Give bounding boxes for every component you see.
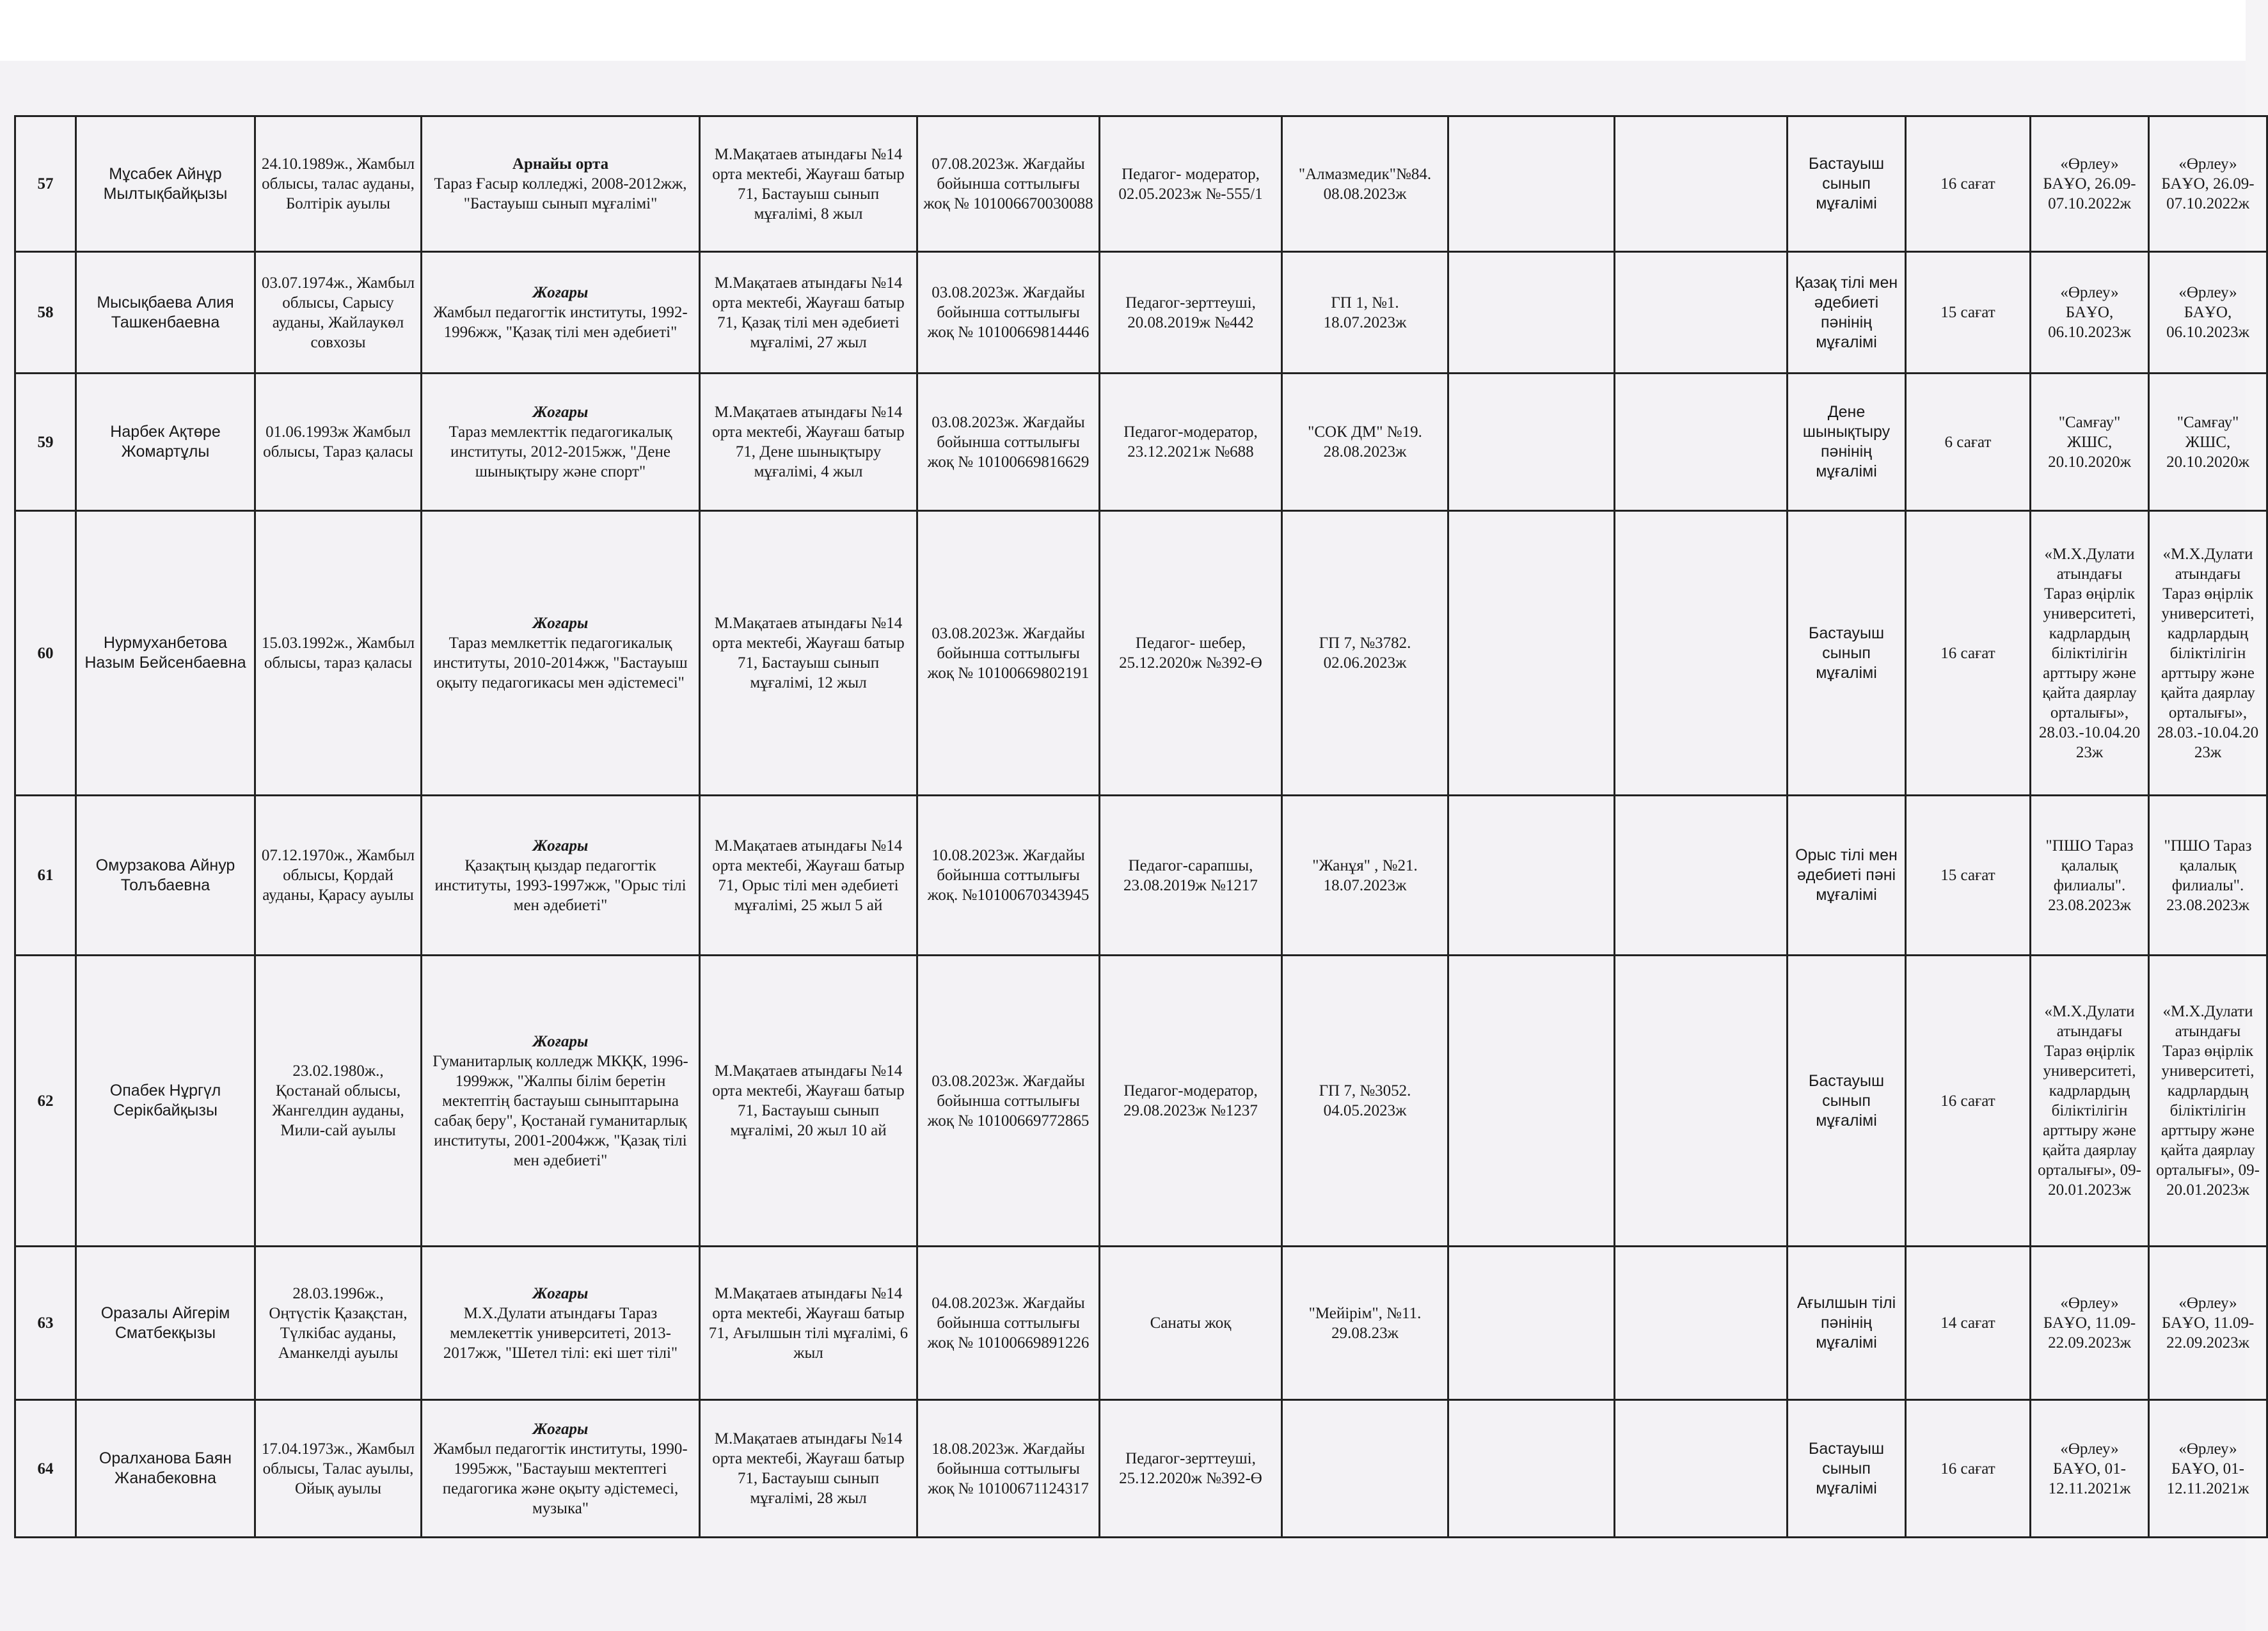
document-page <box>0 61 2260 1631</box>
position: Бастауыш сынып мұғалімі <box>1788 1400 1906 1538</box>
medical-certificate: ГП 1, №1. 18.07.2023ж <box>1282 252 1448 374</box>
criminal-record-certificate: 10.08.2023ж. Жағдайы бойынша соттылығы жоқ. №10100670343945 <box>917 796 1100 956</box>
qualification-category: Педагог-модератор, 23.12.2021ж №688 <box>1100 374 1282 511</box>
workplace: М.Мақатаев атындағы №14 орта мектебі, Жауғаш батыр 71, Орыс тілі мен әдебиеті мұғалімі, 25 жыл 5 ай <box>700 796 917 956</box>
row-number: 63 <box>15 1247 76 1400</box>
criminal-record-certificate: 03.08.2023ж. Жағдайы бойынша соттылығы жоқ № 10100669814446 <box>917 252 1100 374</box>
position: Қазақ тілі мен әдебиеті пәнінің мұғалімі <box>1788 252 1906 374</box>
workplace: М.Мақатаев атындағы №14 орта мектебі, Жауғаш батыр 71, Қазақ тілі мен әдебиеті мұғалімі, 27 жыл <box>700 252 917 374</box>
qualification-category: Педагог-модератор, 29.08.2023ж №1237 <box>1100 956 1282 1247</box>
education-level: Жоғары <box>532 615 589 632</box>
workplace: М.Мақатаев атындағы №14 орта мектебі, Жауғаш батыр 71, Бастауыш сынып мұғалімі, 20 жыл 10 ай <box>700 956 917 1247</box>
birth-info: 15.03.1992ж., Жамбыл облысы, тараз қаласы <box>255 511 422 796</box>
course-training-2: «Өрлеу» БАҰО, 26.09-07.10.2022ж <box>2149 116 2267 252</box>
teacher-name: Нурмуханбетова Назым Бейсенбаевна <box>76 511 255 796</box>
birth-info: 24.10.1989ж., Жамбыл облысы, талас ауданы, Болтірік ауылы <box>255 116 422 252</box>
teacher-name: Омурзакова Айнур Толъбаевна <box>76 796 255 956</box>
table-row <box>15 796 2267 956</box>
education-detail: Гуманитарлық колледж МКҚК, 1996-1999жж, "Жалпы білім беретін мектептің бастауыш сыныптарына сабақ беру", Қостанай гуманитарлық институты, 2001-2004жж, "Қазақ тілі мен әдебиеті" <box>432 1052 688 1169</box>
position: Бастауыш сынып мұғалімі <box>1788 511 1906 796</box>
empty-cell <box>1448 1247 1615 1400</box>
education-cell <box>422 956 700 1247</box>
birth-info: 23.02.1980ж., Қостанай облысы, Жангелдин ауданы, Мили-сай ауылы <box>255 956 422 1247</box>
education-cell <box>422 116 700 252</box>
row-number: 60 <box>15 511 76 796</box>
table-row <box>15 252 2267 374</box>
criminal-record-certificate: 03.08.2023ж. Жағдайы бойынша соттылығы жоқ № 10100669802191 <box>917 511 1100 796</box>
course-training-2: «Өрлеу» БАҰО, 06.10.2023ж <box>2149 252 2267 374</box>
education-detail: М.Х.Дулати атындағы Тараз мемлекеттік университеті, 2013-2017жж, "Шетел тілі: екі шет тілі" <box>443 1304 678 1362</box>
table-body <box>15 116 2267 1538</box>
row-number: 62 <box>15 956 76 1247</box>
teaching-hours: 6 сағат <box>1906 374 2031 511</box>
row-number: 57 <box>15 116 76 252</box>
teacher-name: Мұсабек Айнұр Мылтықбайқызы <box>76 116 255 252</box>
empty-cell <box>1448 116 1615 252</box>
education-cell <box>422 252 700 374</box>
position: Дене шынықтыру пәнінің мұғалімі <box>1788 374 1906 511</box>
position: Ағылшын тілі пәнінің мұғалімі <box>1788 1247 1906 1400</box>
education-level: Жоғары <box>532 284 589 301</box>
qualification-category: Санаты жоқ <box>1100 1247 1282 1400</box>
course-training-1: "ПШО Тараз қалалық филиалы". 23.08.2023ж <box>2031 796 2149 956</box>
teacher-name: Оразалы Айгерім Сматбекқызы <box>76 1247 255 1400</box>
empty-cell <box>1448 1400 1615 1538</box>
position: Бастауыш сынып мұғалімі <box>1788 116 1906 252</box>
course-training-2: «Өрлеу» БАҰО, 01-12.11.2021ж <box>2149 1400 2267 1538</box>
education-cell <box>422 374 700 511</box>
birth-info: 01.06.1993ж Жамбыл облысы, Тараз қаласы <box>255 374 422 511</box>
medical-certificate <box>1282 1400 1448 1538</box>
criminal-record-certificate: 07.08.2023ж. Жағдайы бойынша соттылығы жоқ № 10100667003008​8 <box>917 116 1100 252</box>
birth-info: 03.07.1974ж., Жамбыл облысы, Сарысу ауданы, Жайлаукөл совхозы <box>255 252 422 374</box>
teaching-hours: 16 сағат <box>1906 116 2031 252</box>
teaching-hours: 15 сағат <box>1906 252 2031 374</box>
qualification-category: Педагог- модератор, 02.05.2023ж №-555/1 <box>1100 116 1282 252</box>
course-training-2: «Өрлеу» БАҰО, 11.09-22.09.2023ж <box>2149 1247 2267 1400</box>
education-cell <box>422 796 700 956</box>
course-training-1: «Өрлеу» БАҰО, 26.09-07.10.2022ж <box>2031 116 2149 252</box>
empty-cell <box>1615 374 1788 511</box>
education-level: Жоғары <box>532 837 589 855</box>
education-cell <box>422 1400 700 1538</box>
empty-cell <box>1615 956 1788 1247</box>
education-detail: Тараз мемлкеттік педагогикалық институты, 2010-2014жж, "Бастауыш оқыту педагогикасы мен әдістемесі" <box>433 634 688 691</box>
medical-certificate: "Алмазмедик"№84. 08.08.2023ж <box>1282 116 1448 252</box>
course-training-1: «М.Х.Дулати атындағы Тараз өңірлік университеті, кадрлардың біліктілігін арттыру және қайта даярлау орталығы», 28.03.-10.04.2023ж <box>2031 511 2149 796</box>
qualification-category: Педагог-сарапшы, 23.08.2019ж №1217 <box>1100 796 1282 956</box>
table-row <box>15 116 2267 252</box>
empty-cell <box>1615 252 1788 374</box>
medical-certificate: ГП 7, №3782. 02.06.2023ж <box>1282 511 1448 796</box>
course-training-2: "ПШО Тараз қалалық филиалы". 23.08.2023ж <box>2149 796 2267 956</box>
education-detail: Жамбыл педагогтік институты, 1992-1996жж, "Қазақ тілі мен әдебиеті" <box>433 304 688 341</box>
row-number: 64 <box>15 1400 76 1538</box>
course-training-2: "Самғау" ЖШС, 20.10.2020ж <box>2149 374 2267 511</box>
teaching-hours: 14 сағат <box>1906 1247 2031 1400</box>
teacher-name: Нарбек Ақтөре Жомартұлы <box>76 374 255 511</box>
staff-register-table <box>14 115 2268 1538</box>
medical-certificate: "Жанұя" , №21. 18.07.2023ж <box>1282 796 1448 956</box>
course-training-1: «М.Х.Дулати атындағы Тараз өңірлік университеті, кадрлардың біліктілігін арттыру және қайта даярлау орталығы», 09-20.01.2023ж <box>2031 956 2149 1247</box>
teaching-hours: 16 сағат <box>1906 956 2031 1247</box>
empty-cell <box>1615 1247 1788 1400</box>
row-number: 59 <box>15 374 76 511</box>
education-level: Жоғары <box>532 1420 589 1438</box>
table-row <box>15 374 2267 511</box>
qualification-category: Педагог-зерттеуші, 20.08.2019ж №442 <box>1100 252 1282 374</box>
education-level: Жоғары <box>532 404 589 421</box>
teacher-name: Мысықбаева Алия Ташкенбаевна <box>76 252 255 374</box>
empty-cell <box>1448 796 1615 956</box>
teacher-name: Опабек Нұргүл Серікбайқызы <box>76 956 255 1247</box>
education-level: Жоғары <box>532 1284 589 1302</box>
birth-info: 17.04.1973ж., Жамбыл облысы, Талас ауылы, Ойық ауылы <box>255 1400 422 1538</box>
criminal-record-certificate: 03.08.2023ж. Жағдайы бойынша соттылығы жоқ № 10100669772865 <box>917 956 1100 1247</box>
scan-margin <box>0 0 2246 61</box>
empty-cell <box>1448 511 1615 796</box>
course-training-1: «Өрлеу» БАҰО, 01-12.11.2021ж <box>2031 1400 2149 1538</box>
workplace: М.Мақатаев атындағы №14 орта мектебі, Жауғаш батыр 71, Бастауыш сынып мұғалімі, 12 жыл <box>700 511 917 796</box>
course-training-1: «Өрлеу» БАҰО, 06.10.2023ж <box>2031 252 2149 374</box>
education-level: Жоғары <box>532 1032 589 1050</box>
table-row <box>15 956 2267 1247</box>
course-training-1: "Самғау" ЖШС, 20.10.2020ж <box>2031 374 2149 511</box>
education-level: Арнайы орта <box>512 155 609 173</box>
education-detail: Қазақтың қыздар педагогтік институты, 1993-1997жж, "Орыс тілі мен әдебиеті" <box>434 856 686 914</box>
empty-cell <box>1448 252 1615 374</box>
teaching-hours: 16 сағат <box>1906 1400 2031 1538</box>
teacher-name: Оралханова Баян Жанабековна <box>76 1400 255 1538</box>
education-detail: Жамбыл педагогтік институты, 1990-1995жж, "Бастауыш мектептегі педагогика және оқыту әдістемесі, музыка" <box>433 1440 688 1517</box>
education-cell <box>422 1247 700 1400</box>
qualification-category: Педагог-зерттеуші, 25.12.2020ж №392-Ө <box>1100 1400 1282 1538</box>
workplace: М.Мақатаев атындағы №14 орта мектебі, Жауғаш батыр 71, Ағылшын тілі мұғалімі, 6 жыл <box>700 1247 917 1400</box>
row-number: 61 <box>15 796 76 956</box>
medical-certificate: "Мейірім", №11. 29.08.23ж <box>1282 1247 1448 1400</box>
table-row <box>15 511 2267 796</box>
table-row <box>15 1247 2267 1400</box>
position: Бастауыш сынып мұғалімі <box>1788 956 1906 1247</box>
empty-cell <box>1615 796 1788 956</box>
birth-info: 28.03.1996ж., Оңтүстік Қазақстан, Түлкібас ауданы, Аманкелді ауылы <box>255 1247 422 1400</box>
teaching-hours: 15 сағат <box>1906 796 2031 956</box>
education-detail: Тараз мемлекттік педагогикалық институты, 2012-2015жж, "Дене шынықтыру және спорт" <box>448 423 672 480</box>
course-training-2: «М.Х.Дулати атындағы Тараз өңірлік университеті, кадрлардың біліктілігін арттыру және қайта даярлау орталығы», 09-20.01.2023ж <box>2149 956 2267 1247</box>
workplace: М.Мақатаев атындағы №14 орта мектебі, Жауғаш батыр 71, Бастауыш сынып мұғалімі, 8 жыл <box>700 116 917 252</box>
row-number: 58 <box>15 252 76 374</box>
empty-cell <box>1448 374 1615 511</box>
empty-cell <box>1615 1400 1788 1538</box>
birth-info: 07.12.1970ж., Жамбыл облысы, Қордай ауданы, Қарасу ауылы <box>255 796 422 956</box>
medical-certificate: ГП 7, №3052. 04.05.2023ж <box>1282 956 1448 1247</box>
criminal-record-certificate: 18.08.2023ж. Жағдайы бойынша соттылығы жоқ № 10100671124317 <box>917 1400 1100 1538</box>
teaching-hours: 16 сағат <box>1906 511 2031 796</box>
position: Орыс тілі мен әдебиеті пәні мұғалімі <box>1788 796 1906 956</box>
qualification-category: Педагог- шебер, 25.12.2020ж №392-Ө <box>1100 511 1282 796</box>
workplace: М.Мақатаев атындағы №14 орта мектебі, Жауғаш батыр 71, Дене шынықтыру мұғалімі, 4 жыл <box>700 374 917 511</box>
empty-cell <box>1615 511 1788 796</box>
medical-certificate: "СОК ДМ" №19. 28.08.2023ж <box>1282 374 1448 511</box>
education-cell <box>422 511 700 796</box>
education-detail: Тараз Ғасыр колледжі, 2008-2012жж, "Бастауыш сынып мұғалімі" <box>434 175 687 212</box>
table-row <box>15 1400 2267 1538</box>
criminal-record-certificate: 04.08.2023ж. Жағдайы бойынша соттылығы жоқ № 10100669891226 <box>917 1247 1100 1400</box>
empty-cell <box>1615 116 1788 252</box>
workplace: М.Мақатаев атындағы №14 орта мектебі, Жауғаш батыр 71, Бастауыш сынып мұғалімі, 28 жыл <box>700 1400 917 1538</box>
empty-cell <box>1448 956 1615 1247</box>
course-training-1: «Өрлеу» БАҰО, 11.09-22.09.2023ж <box>2031 1247 2149 1400</box>
course-training-2: «М.Х.Дулати атындағы Тараз өңірлік университеті, кадрлардың біліктілігін арттыру және қайта даярлау орталығы», 28.03.-10.04.2023ж <box>2149 511 2267 796</box>
criminal-record-certificate: 03.08.2023ж. Жағдайы бойынша соттылығы жоқ № 10100669816629 <box>917 374 1100 511</box>
